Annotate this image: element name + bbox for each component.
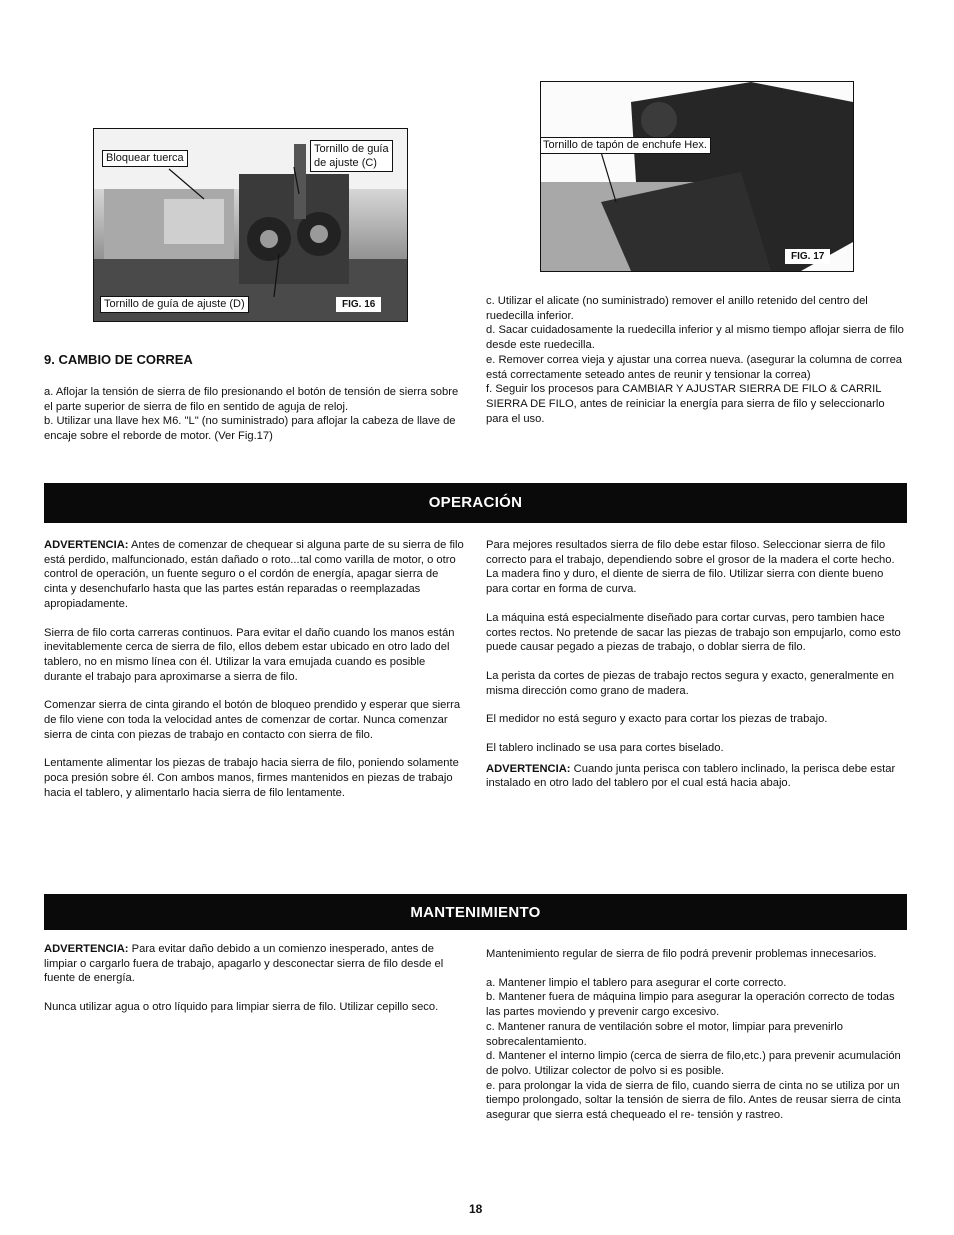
maintenance-item-e: e. para prolongar la vida de sierra de filo, cuando sierra de cinta no se utiliza por un tiempo prolongado, soltar la tensión de sierra de filo. Antes de reusar sierra de cinta asegurar que sierra está chequeado el re- tensión y rastreo. (486, 1079, 901, 1122)
figure-17-machine-drawing (541, 82, 853, 271)
operation-left-column (44, 538, 464, 815)
callout-lock-nut: Bloquear tuerca (102, 150, 188, 167)
operation-right-p5: El tablero inclinado se usa para cortes biselado. (486, 742, 724, 755)
operation-warning (44, 538, 464, 612)
belt-step-f: f. Seguir los procesos para CAMBIAR Y AJUSTAR SIERRA DE FILO & CARRIL SIERRA DE FILO, antes de reiniciar la energía para sierra de filo y seleccionarlo para el uso. (486, 383, 885, 425)
callout-guide-screw-c-line1: Tornillo de guía (314, 143, 389, 155)
section-banner-operation: OPERACIÓN (44, 483, 907, 523)
maintenance-item-d: d. Mantener el interno limpio (cerca de sierra de filo,etc.) para prevenir acumulación de polvo. Utilizar colector de polvo si es posible. (486, 1050, 901, 1077)
operation-warning-2 (486, 762, 908, 791)
maintenance-left-p2: Nunca utilizar agua o otro líquido para limpiar sierra de filo. Utilizar cepillo seco. (44, 1001, 439, 1014)
section-heading-belt-change: 9. CAMBIO DE CORREA (44, 352, 193, 367)
belt-step-c: c. Utilizar el alicate (no suministrado) remover el anillo retenido del centro del ruedecilla inferior. (486, 295, 868, 322)
belt-step-a: a. Aflojar la tensión de sierra de filo presionando el botón de tensión de sierra sobre el parte superior de sierra de filo en sentido de aguja de reloj. (44, 386, 459, 413)
operation-right-p4: El medidor no está seguro y exacto para cortar los piezas de trabajo. (486, 713, 828, 726)
operation-warning-label: ADVERTENCIA: (44, 539, 129, 551)
figure-17-label: FIG. 17 (785, 249, 830, 264)
operation-right-column (486, 538, 908, 791)
figure-17-photo (540, 81, 854, 272)
belt-change-right-column (486, 294, 908, 426)
callout-guide-screw-c-line2: de ajuste (C) (314, 157, 377, 169)
operation-left-p4: Lentamente alimentar los piezas de trabajo hacia sierra de filo, poniendo solamente poca presión sobre él. Con ambos manos, firmes mantenidos en piezas de trabajo hacia el tablero, y alimentarlo hacia sierra de filo lentamente. (44, 757, 459, 799)
operation-right-p2: La máquina está especialmente diseñado para cortar curvas, pero tambien hace cortes rectos. No pretende de sacar las piezas de trabajo son empujarlo, como esto puede causar pegado a piezas de trabajo, o doblar sierra de filo. (486, 611, 901, 654)
maintenance-intro: Mantenimiento regular de sierra de filo podrá prevenir problemas innecesarios. (486, 948, 877, 960)
callout-guide-screw-c (310, 140, 393, 172)
operation-left-p2: Sierra de filo corta carreras continuos. Para evitar el daño cuando los manos están inevitablemente cerca de sierra de filo, ellos debem estar ubicado en otro lado del tablero, no en mismo línea con él. Utilizar la vara emujada cuando es posible durante el trabajo para aproximarse a sierra de filo. (44, 626, 455, 683)
maintenance-warning-text: Para evitar daño debido a un comienzo inesperado, antes de limpiar o cargarlo fuera de trabajo, apagarlo y desconectar sierra de filo desde el fuente de energía. (44, 943, 444, 985)
operation-right-p1: Para mejores resultados sierra de filo debe estar filoso. Seleccionar sierra de filo correcto para el trabajo, dependiendo sobre el grosor de la madera el corte hecho. La madera fino y duro, el diente de sierra de filo. Utilizar sierra con diente bueno para cortar en forma de curva. (486, 539, 895, 596)
section-banner-maintenance: MANTENIMIENTO (44, 894, 907, 930)
maintenance-warning (44, 942, 464, 986)
callout-guide-screw-d: Tornillo de guía de ajuste (D) (100, 296, 249, 313)
belt-step-b: b. Utilizar una llave hex M6. "L" (no suministrado) para aflojar la cabeza de llave de encaje sobre el reborde de motor. (Ver Fig.17) (44, 415, 456, 443)
belt-step-d: d. Sacar cuidadosamente la ruedecilla inferior y al mismo tiempo aflojar sierra de filo desde este ruedecilla. (486, 324, 904, 352)
maintenance-item-b: b. Mantener fuera de máquina limpio para asegurar la operación correcto de todas las partes moviendo y prevenir cargo excesivo. (486, 991, 895, 1019)
operation-warning-2-text: Cuando junta perisca con tablero inclinado, la perisca debe estar instalado en otro lado del tablero por el cual está hacia abajo. (486, 762, 896, 790)
maintenance-warning-label: ADVERTENCIA: (44, 943, 129, 955)
operation-left-p3: Comenzar sierra de cinta girando el botón de bloqueo prendido y esperar que sierra de filo viene con toda la velocidad antes de comenzar de cortar. Nunca comenzar sierra de cinta con piezas de trabajo en contacto con sierra de filo. (44, 699, 461, 741)
operation-warning-text: Antes de comenzar de chequear si alguna parte de su sierra de filo está perdido, malfuncionado, están dañado o roto...tal como varilla de motor, o otro control de operación, un fuente seguro o el cordón de energía, apagar sierra de cinta y desenchufarlo hasta que las partes están reparadas o reemplazadas apropiadamente. (44, 539, 464, 610)
callout-hex-socket-screw: Tornillo de tapón de enchufe Hex. (540, 137, 711, 154)
operation-warning-2-label: ADVERTENCIA: (486, 762, 571, 775)
maintenance-right-column (486, 947, 908, 1123)
belt-step-e: e. Remover correa vieja y ajustar una correa nueva. (asegurar la columna de correa está correctamente seteado antes de reunir y tensionar la correa) (486, 353, 903, 381)
maintenance-item-a: a. Mantener limpio el tablero para asegurar el corte correcto. (486, 976, 787, 989)
maintenance-item-c: c. Mantener ranura de ventilación sobre el motor, limpiar para prevenirlo sobrecalentamiento. (486, 1020, 843, 1048)
page-number: 18 (469, 1202, 483, 1216)
figure-16-label: FIG. 16 (336, 297, 381, 312)
maintenance-left-column (44, 942, 464, 1015)
operation-right-p3: La perista da cortes de piezas de trabajo rectos segura y exacto, generalmente en misma dirección como grano de madera. (486, 669, 894, 697)
belt-change-left-column (44, 385, 462, 444)
figure-16-photo (93, 128, 408, 322)
